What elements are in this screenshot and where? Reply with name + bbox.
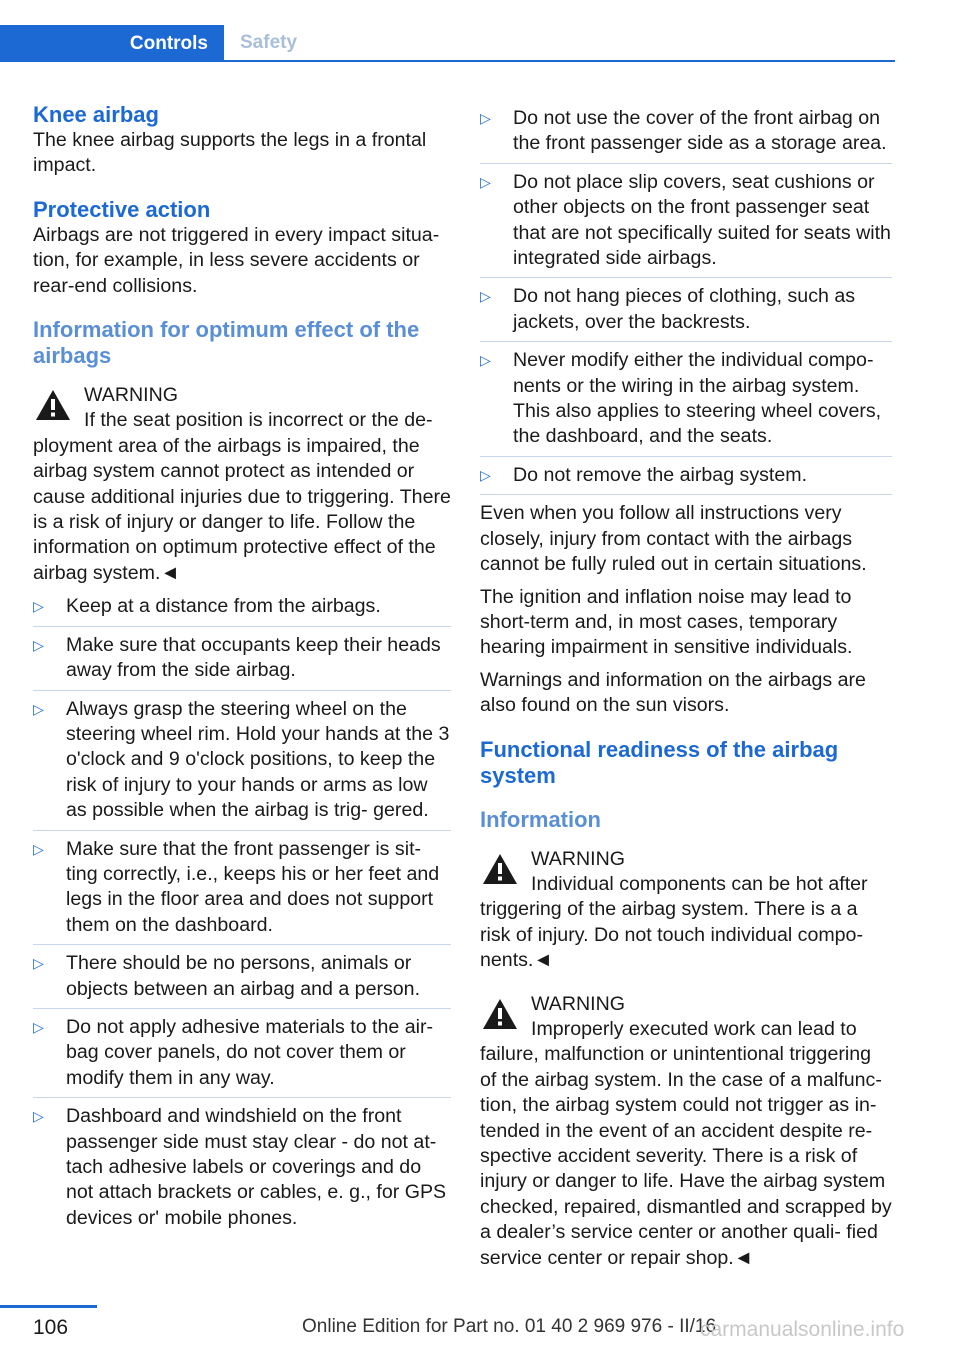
list-item: ▷ Never modify either the individual compo‐ nents or the wiring in the airbag system. This also applies to steering wheel covers, the dashboard, and the seats. [480,348,892,457]
warning-block [480,992,892,1271]
warning-title: WARNING [531,847,625,870]
triangle-right-icon: ▷ [480,352,491,369]
functional-readiness-heading: Functional readiness of the airbag system [480,736,839,788]
header-rule [0,60,895,62]
list-item: ▷ Keep at a distance from the airbags. [33,594,451,626]
triangle-right-icon: ▷ [480,288,491,305]
protective-action-text: Airbags are not triggered in every impact situa‐ tion, for example, in less severe accidents or rear-end collisions. [33,223,440,297]
warning-block [480,847,892,974]
list-item: ▷ Do not apply adhesive materials to the air‐ bag cover panels, do not cover them or modify them in any way. [33,1015,451,1098]
list-item: ▷ Do not use the cover of the front airbag on the front passenger side as a storage area. [480,106,892,164]
tab-controls[interactable]: Controls [0,25,224,62]
list-item: ▷ Do not place slip covers, seat cushions or other objects on the front passenger seat that are not specifically suited for seats with integrated side airbags. [480,170,892,279]
page-header [0,25,895,62]
left-column [33,102,451,1243]
edition-note: Online Edition for Part no. 01 40 2 969 976 - II/16 [302,1316,717,1337]
list-item: ▷ Dashboard and windshield on the front passenger side must stay clear - do not at‐ tach adhesive labels or coverings and do not attach brackets or cables, e. g., for GPS devices or' mobile phones. [33,1105,447,1229]
right-instruction-list [480,106,892,495]
warning-text: Improperly executed work can lead to failure, malfunction or unintentional triggering of the airbag system. In the case of a malfunc‐ tion, the airbag system could not trigger as in‐ tended in the event of an accident despite re‐ spective accident severity. There is a risk of injury or danger to life. Have the airbag system checked, repaired, dismantled and scrapped by a dealer’s service center or another quali‐ fied service center or repair shop.◄ [480,1017,892,1269]
warning-triangle-icon [480,996,520,1032]
triangle-right-icon: ▷ [33,1018,44,1035]
triangle-right-icon: ▷ [480,466,491,483]
triangle-right-icon: ▷ [33,700,44,717]
right-column [480,102,892,1271]
warning-block [33,383,451,586]
knee-airbag-heading: Knee airbag [33,102,159,127]
list-item: ▷ Do not remove the airbag system. [480,463,892,495]
list-item: ▷ There should be no persons, animals or objects between an airbag and a person. [33,951,451,1009]
paragraph: The ignition and inflation noise may lead to short-term and, in most cases, temporary hearing impairment in sensitive individuals. [480,585,853,659]
warning-text: Individual components can be hot after triggering of the airbag system. There is a a risk of injury. Do not touch individual compo‐ nents.◄ [480,872,868,972]
list-item: ▷ Make sure that the front passenger is sit‐ ting correctly, i.e., keeps his or her feet and legs in the floor area and does not support them on the dashboard. [33,837,451,946]
triangle-right-icon: ▷ [33,1108,44,1125]
optimum-effect-heading: Information for optimum effect of the airbags [33,317,420,369]
knee-airbag-text: The knee airbag supports the legs in a frontal impact. [33,129,427,177]
tab-safety[interactable]: Safety [240,31,298,53]
watermark: carmanualsonline.info [700,1318,905,1341]
paragraph: Even when you follow all instructions very closely, injury from contact with the airbags cannot be fully ruled out in certain situations. [480,502,867,576]
page-number: 106 [33,1316,69,1339]
protective-action-heading: Protective action [33,196,211,222]
warning-triangle-icon [33,387,73,423]
triangle-right-icon: ▷ [480,110,491,126]
warning-triangle-icon [480,851,520,887]
triangle-right-icon: ▷ [33,636,44,653]
triangle-right-icon: ▷ [33,840,44,857]
list-item: ▷ Make sure that occupants keep their heads away from the side airbag. [33,633,451,691]
warning-title: WARNING [531,992,625,1015]
list-item: ▷ Always grasp the steering wheel on the steering wheel rim. Hold your hands at the 3 o'clock and 9 o'clock positions, to keep the risk of injury to your hands or arms as low as possible when the airbag is trig‐ gered. [33,697,451,831]
footer-rule [0,1305,97,1308]
list-item: ▷ Do not hang pieces of clothing, such as jackets, over the backrests. [480,284,892,342]
triangle-right-icon: ▷ [480,173,491,190]
left-instruction-list [33,594,451,1237]
triangle-right-icon: ▷ [33,598,44,615]
triangle-right-icon: ▷ [33,955,44,972]
warning-title: WARNING [84,384,178,407]
paragraph: Warnings and information on the airbags are also found on the sun visors. [480,668,866,717]
information-subheading: Information [480,806,601,832]
warning-text: If the seat position is incorrect or the de‐ ployment area of the airbags is impaired, the airbag system cannot protect as intended or cause additional injuries due to triggering. There is a risk of injury or danger to life. Follow the information on optimum protective effect of the airbag system.◄ [33,409,451,584]
